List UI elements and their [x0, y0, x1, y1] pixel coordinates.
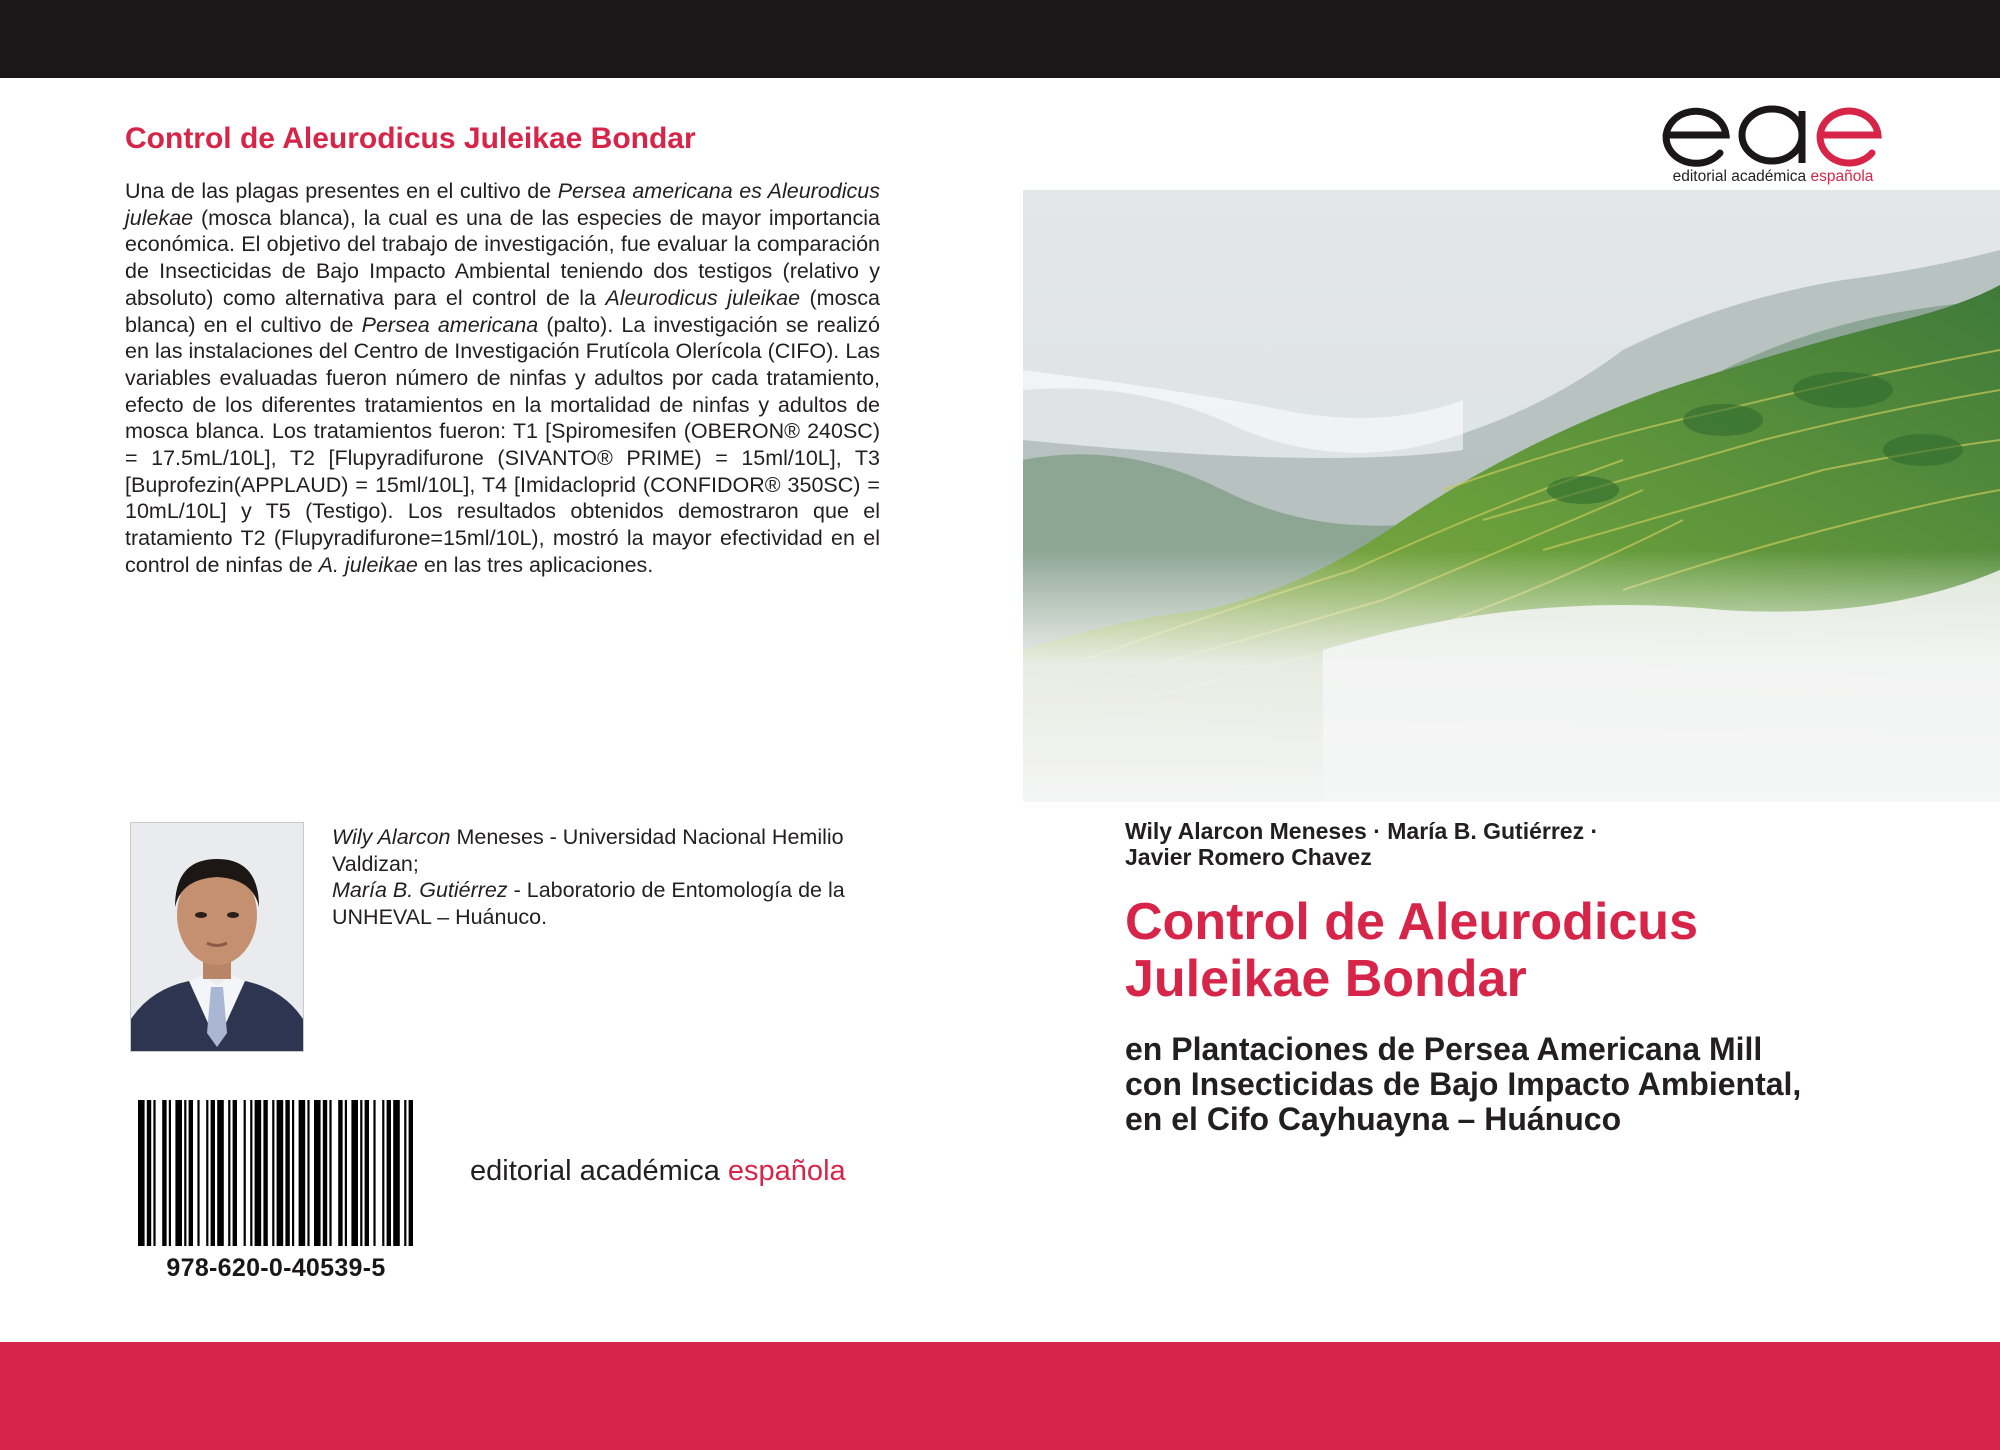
author-photo: [130, 822, 304, 1052]
front-cover-subtitle: en Plantaciones de Persea Americana Mill con Insecticidas de Bajo Impacto Ambiental, en el Cifo Cayhuayna – Huánuco: [1125, 1031, 1802, 1137]
bottom-band: [0, 1342, 2000, 1450]
cover-photo: [1023, 190, 2000, 802]
logo-caption: editorial académica española: [1672, 168, 1874, 185]
back-publisher-name: editorial académica española: [470, 1155, 846, 1187]
isbn-number: 978-620-0-40539-5: [166, 1254, 386, 1282]
front-authors: Wily Alarcon Meneses · María B. Gutiérrez · Javier Romero Chavez: [1125, 818, 1599, 870]
author-bio: Wily Alarcon Meneses - Universidad Nacional Hemilio Valdizan; María B. Gutiérrez - Laboratorio de Entomología de la UNHEVAL – Huánuco.: [332, 825, 845, 929]
back-cover-title: Control de Aleurodicus Juleikae Bondar: [125, 122, 696, 155]
top-band: [0, 0, 2000, 78]
barcode-icon: [138, 1100, 414, 1246]
front-cover-title: Control de Aleurodicus Juleikae Bondar: [1125, 893, 1698, 1008]
author-portrait-icon: [131, 823, 303, 1051]
barcode: [138, 1100, 414, 1246]
abstract-text: Una de las plagas presentes en el cultivo de Persea americana es Aleurodicus julekae (mosca blanca), la cual es una de las especies de mayor importancia económica. El objetivo del trabajo de investigación, fue evaluar la comparación de Insecticidas de Bajo Impacto Ambiental teniendo dos testigos (relativo y absoluto) como alternativa para el control de la Aleurodicus juleikae (mosca blanca) en el cultivo de Persea americana (palto). La investigación se realizó en las instalaciones del Centro de Investigación Frutícola Olerícola (CIFO). Las variables evaluadas fueron número de ninfas y adultos por cada tratamiento, efecto de los diferentes tratamientos en la mortalidad de ninfas y adultos de mosca blanca. Los tratamientos fueron: T1 [Spiromesifen (OBERON® 240SC) = 17.5mL/10L], T2 [Flupyradifurone (SIVANTO® PRIME) = 15ml/10L], T3 [Buprofezin(APPLAUD) = 15ml/10L], T4 [Imidacloprid (CONFIDOR® 350SC) = 10mL/10L] y T5 (Testigo). Los resultados obtenidos demostraron que el tratamiento T2 (Flupyradifurone=15ml/10L), mostró la mayor efectividad en el control de ninfas de A. juleikae en las tres aplicaciones.: [125, 179, 881, 577]
misty-mountains-icon: [1023, 190, 2000, 802]
